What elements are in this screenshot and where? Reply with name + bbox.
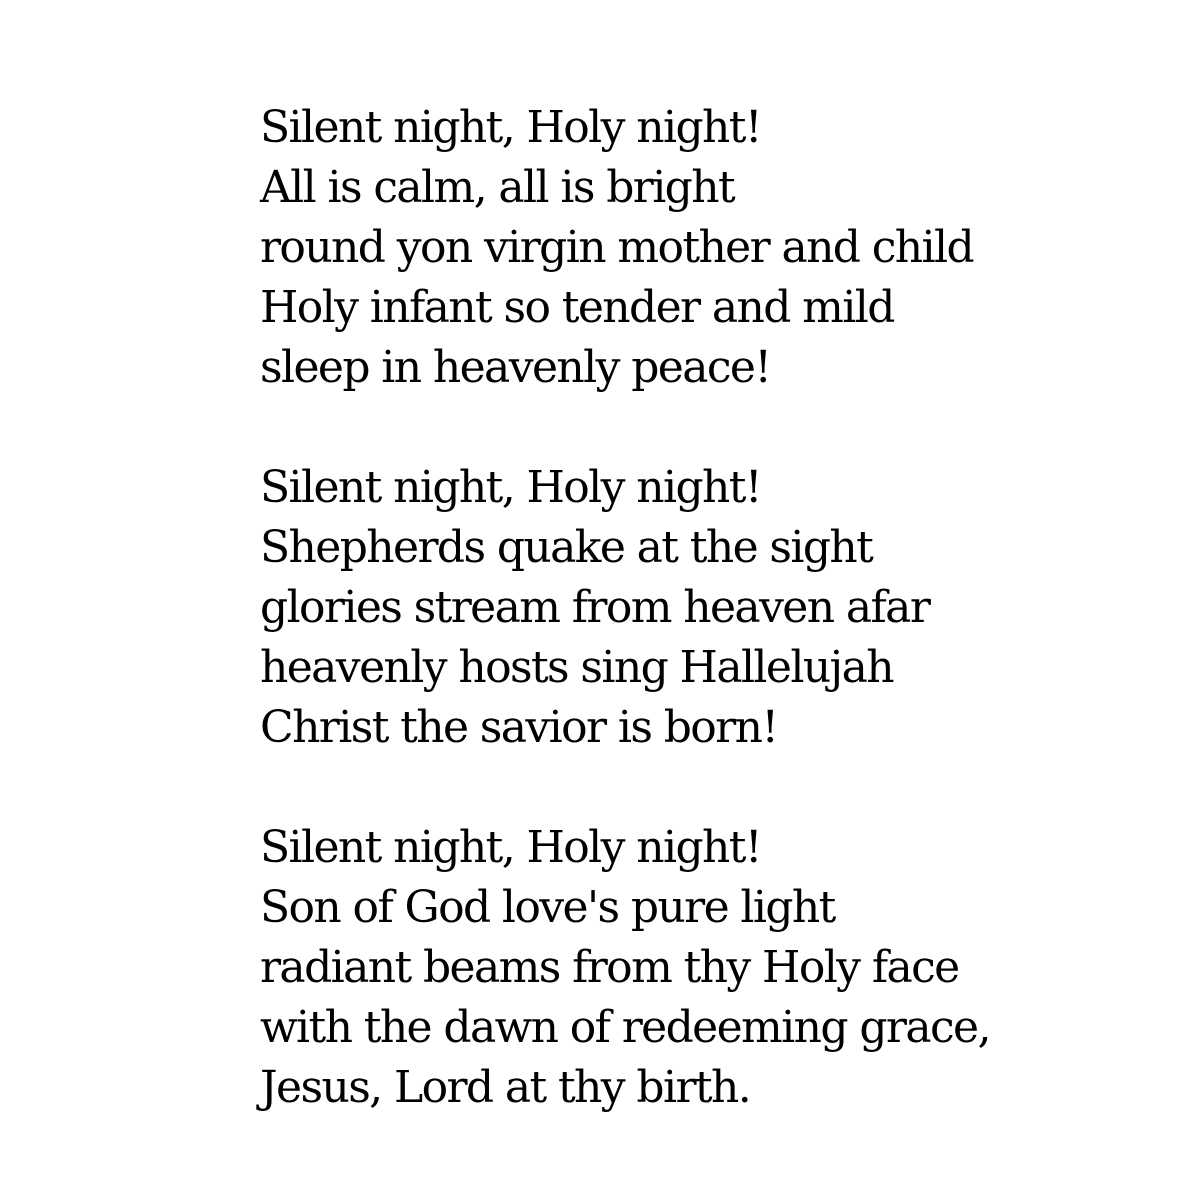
poem-line: radiant beams from thy Holy face xyxy=(260,942,959,993)
poem-line: glories stream from heaven afar xyxy=(260,582,930,633)
poem-line: Son of God love's pure light xyxy=(260,882,835,933)
poem-line: Silent night, Holy night! xyxy=(260,462,761,513)
poem-line: heavenly hosts sing Hallelujah xyxy=(260,642,893,693)
poem-line: Silent night, Holy night! xyxy=(260,822,761,873)
poem-text xyxy=(260,98,1160,1118)
poem-line: Jesus, Lord at thy birth. xyxy=(260,1062,751,1113)
poem-line: round yon virgin mother and child xyxy=(260,222,974,273)
poem-line: with the dawn of redeeming grace, xyxy=(260,1002,990,1053)
poem-line: Holy infant so tender and mild xyxy=(260,282,894,333)
poem-line: Christ the savior is born! xyxy=(260,702,778,753)
stanza-3 xyxy=(260,818,1160,1118)
stanza-2 xyxy=(260,458,1160,758)
stanza-1 xyxy=(260,98,1160,398)
poem-line: Silent night, Holy night! xyxy=(260,102,761,153)
poem-line: sleep in heavenly peace! xyxy=(260,342,771,393)
poem-line: Shepherds quake at the sight xyxy=(260,522,873,573)
poem-line: All is calm, all is bright xyxy=(260,162,735,213)
